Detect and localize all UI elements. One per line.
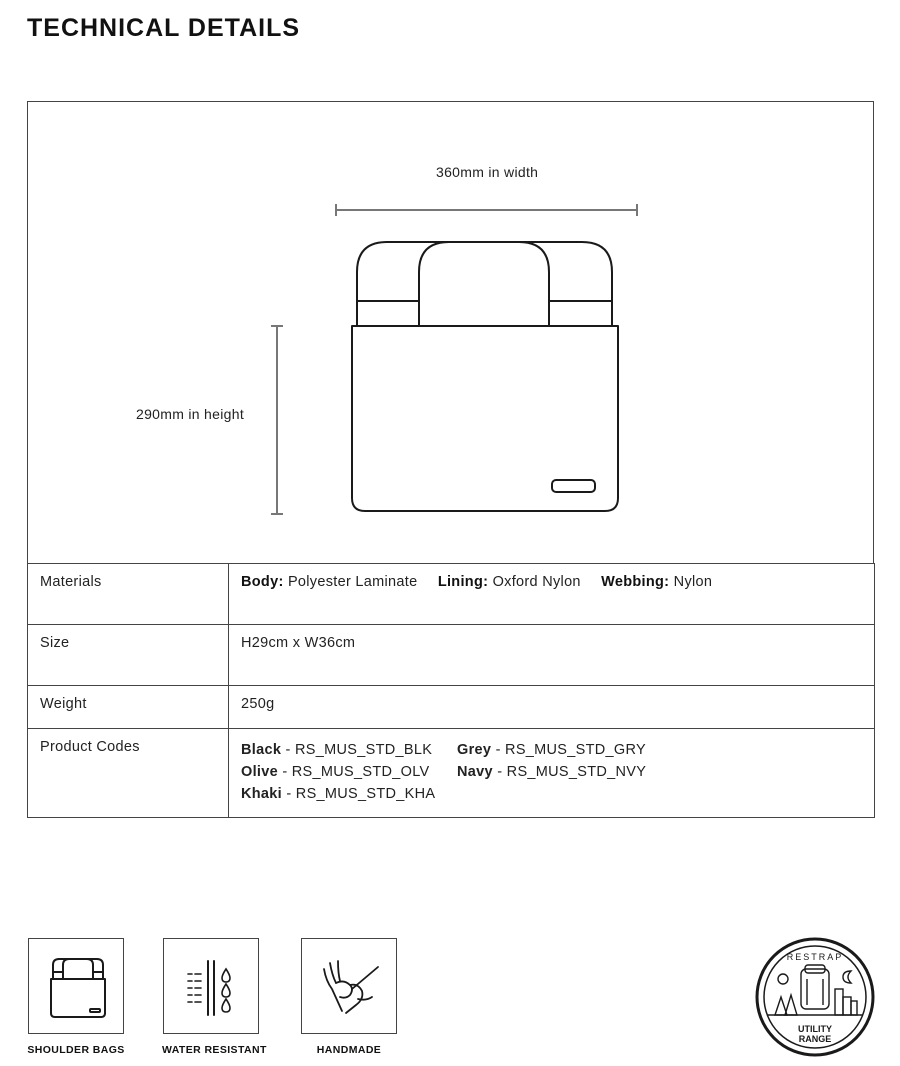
size-value: H29cm x W36cm (229, 625, 875, 686)
water-resistant-icon (163, 938, 259, 1034)
product-code-khaki: Khaki - RS_MUS_STD_KHA (241, 786, 436, 802)
height-label: 290mm in height (136, 406, 245, 422)
product-code-black: Black - RS_MUS_STD_BLK (241, 742, 433, 758)
bag-diagram (27, 101, 874, 563)
feature-water-resistant (162, 938, 267, 1056)
product-codes-value (229, 729, 875, 818)
badge-line2: RANGE (798, 1034, 832, 1044)
table-row-size (28, 625, 875, 686)
table-row-materials (28, 564, 875, 625)
feature-label: HANDMADE (316, 1044, 382, 1056)
product-codes-label: Product Codes (28, 729, 229, 818)
feature-handmade (300, 938, 398, 1056)
material-webbing: Webbing: Nylon (601, 574, 713, 590)
width-label: 360mm in width (436, 164, 539, 180)
material-lining: Lining: Oxford Nylon (437, 574, 581, 590)
weight-label: Weight (28, 686, 229, 729)
feature-label: SHOULDER BAGS (27, 1044, 125, 1056)
handmade-icon (301, 938, 397, 1034)
utility-range-badge (755, 937, 875, 1057)
materials-value (229, 564, 875, 625)
table-row-weight (28, 686, 875, 729)
material-body: Body: Polyester Laminate (241, 574, 418, 590)
feature-shoulder-bags (27, 938, 125, 1056)
page-title: TECHNICAL DETAILS (27, 14, 301, 42)
product-code-olive: Olive - RS_MUS_STD_OLV (241, 764, 430, 780)
height-dimension-line (271, 326, 283, 514)
shoulder-bag-icon (28, 938, 124, 1034)
materials-label: Materials (28, 564, 229, 625)
weight-value: 250g (229, 686, 875, 729)
product-code-navy: Navy - RS_MUS_STD_NVY (457, 764, 647, 780)
badge-line1: UTILITY (798, 1024, 832, 1034)
spec-table (27, 563, 875, 818)
width-dimension-line (336, 204, 637, 216)
table-row-product-codes (28, 729, 875, 818)
product-code-grey: Grey - RS_MUS_STD_GRY (457, 742, 646, 758)
size-label: Size (28, 625, 229, 686)
badge-brand: RESTRAP (786, 952, 844, 962)
feature-label: WATER RESISTANT (162, 1044, 267, 1056)
